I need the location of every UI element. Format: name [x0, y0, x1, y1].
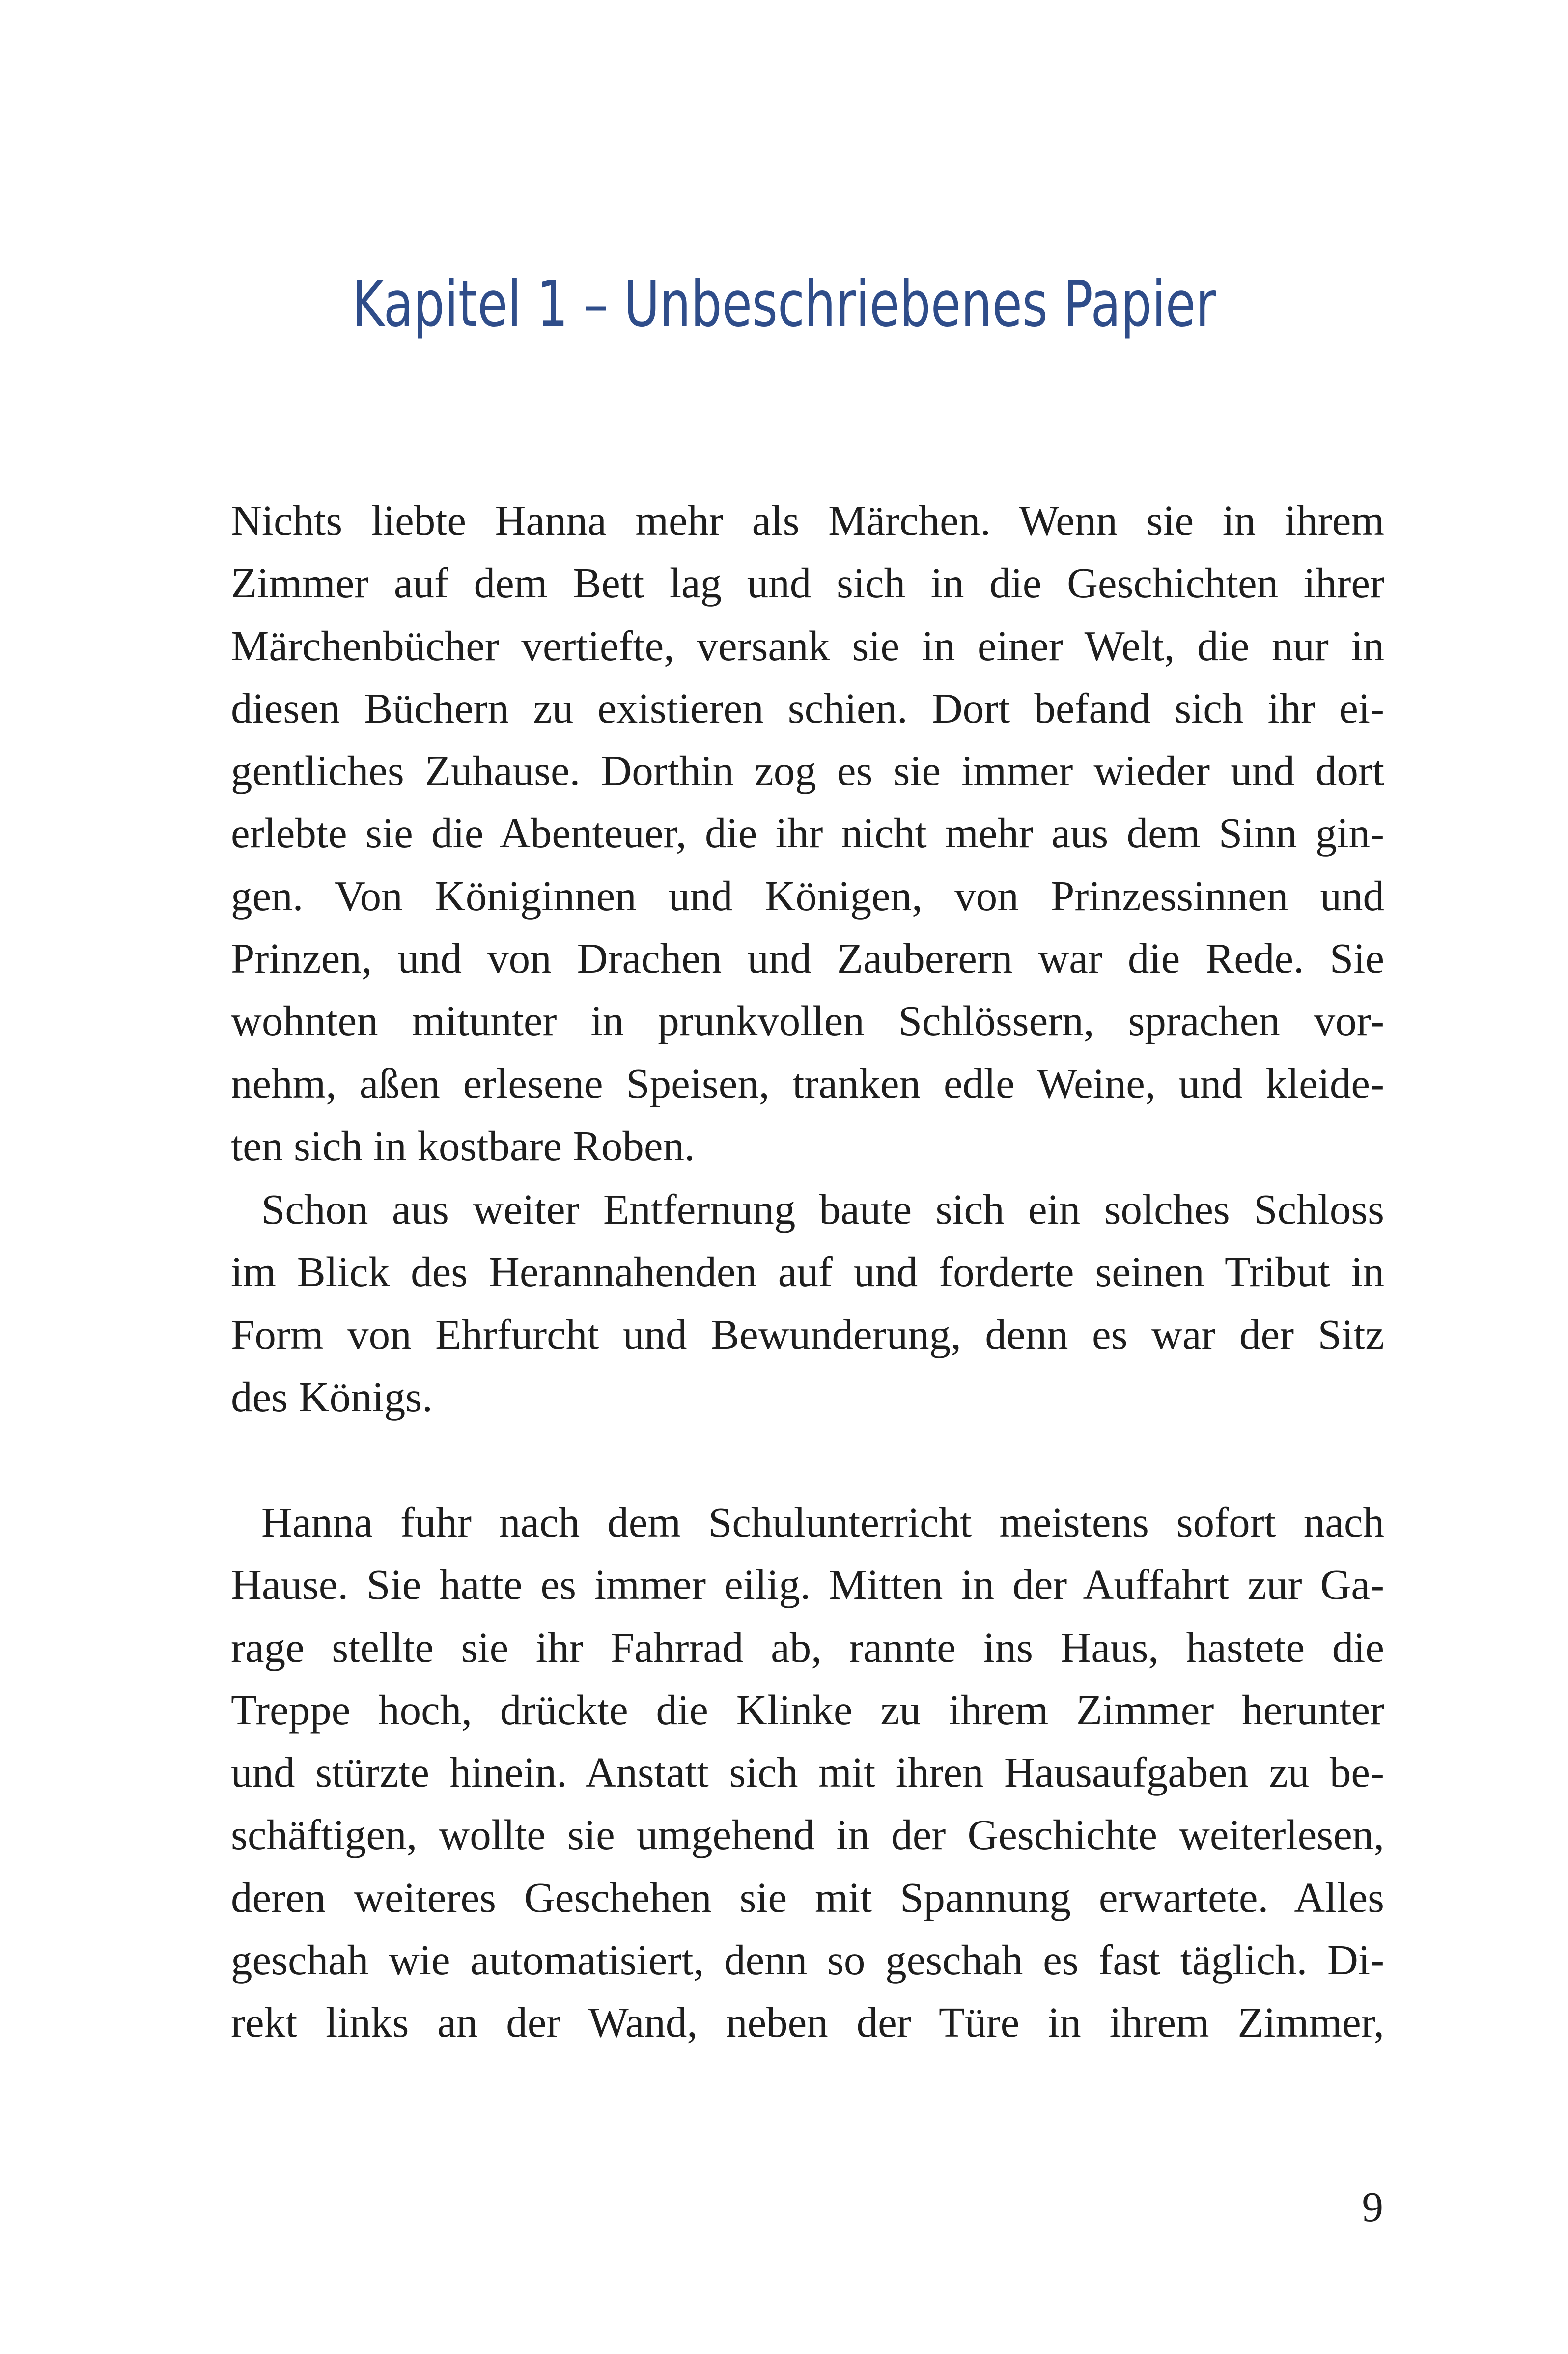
text-line: deren weiteres Geschehen sie mit Spannung erwartete. Alles [231, 1873, 1384, 1921]
paragraph-2 [231, 1178, 1384, 1428]
text-line: schäftigen, wollte sie umgehend in der Geschichte weiterlesen, [231, 1811, 1384, 1859]
text-line: erlebte sie die Abenteuer, die ihr nicht mehr aus dem Sinn gin- [231, 809, 1384, 857]
chapter-title: Kapitel 1 – Unbeschriebenes Papier [352, 268, 1216, 341]
page-number: 9 [1362, 2183, 1383, 2231]
text-line: gen. Von Königinnen und Königen, von Prinzessinnen und [231, 871, 1384, 920]
text-line: rage stellte sie ihr Fahrrad ab, rannte ins Haus, hastete die [231, 1623, 1384, 1671]
text-line: rekt links an der Wand, neben der Türe in ihrem Zimmer, [231, 1998, 1384, 2046]
text-line: und stürzte hinein. Anstatt sich mit ihren Hausaufgaben zu be- [231, 1748, 1384, 1796]
text-line: Schon aus weiter Entfernung baute sich ein solches Schloss [261, 1185, 1384, 1233]
paragraph-1 [231, 489, 1384, 1177]
paragraph-3 [231, 1491, 1384, 2054]
text-line: des Königs. [231, 1373, 433, 1421]
text-line: ten sich in kostbare Roben. [231, 1121, 695, 1170]
text-line: nehm, aßen erlesene Speisen, tranken edle Weine, und kleide- [231, 1059, 1384, 1107]
text-line: Hanna fuhr nach dem Schulunterricht meistens sofort nach [261, 1498, 1384, 1546]
text-line: gentliches Zuhause. Dorthin zog es sie immer wieder und dort [231, 747, 1384, 795]
text-line: Märchenbücher vertiefte, versank sie in einer Welt, die nur in [231, 621, 1384, 670]
text-line: Treppe hoch, drückte die Klinke zu ihrem Zimmer herunter [231, 1685, 1384, 1734]
text-line: Zimmer auf dem Bett lag und sich in die Geschichten ihrer [231, 559, 1384, 607]
text-line: wohnten mitunter in prunkvollen Schlössern, sprachen vor- [231, 997, 1384, 1045]
text-line: Nichts liebte Hanna mehr als Märchen. Wenn sie in ihrem [231, 497, 1384, 544]
text-line: im Blick des Herannahenden auf und forderte seinen Tribut in [231, 1248, 1384, 1296]
text-line: Form von Ehrfurcht und Bewunderung, denn es war der Sitz [231, 1310, 1384, 1358]
text-line: diesen Büchern zu existieren schien. Dort befand sich ihr ei- [231, 684, 1384, 732]
text-line: geschah wie automatisiert, denn so geschah es fast täglich. Di- [231, 1936, 1384, 1984]
text-line: Prinzen, und von Drachen und Zauberern war die Rede. Sie [231, 934, 1384, 982]
text-line: Hause. Sie hatte es immer eilig. Mitten in der Auffahrt zur Ga- [231, 1561, 1384, 1609]
